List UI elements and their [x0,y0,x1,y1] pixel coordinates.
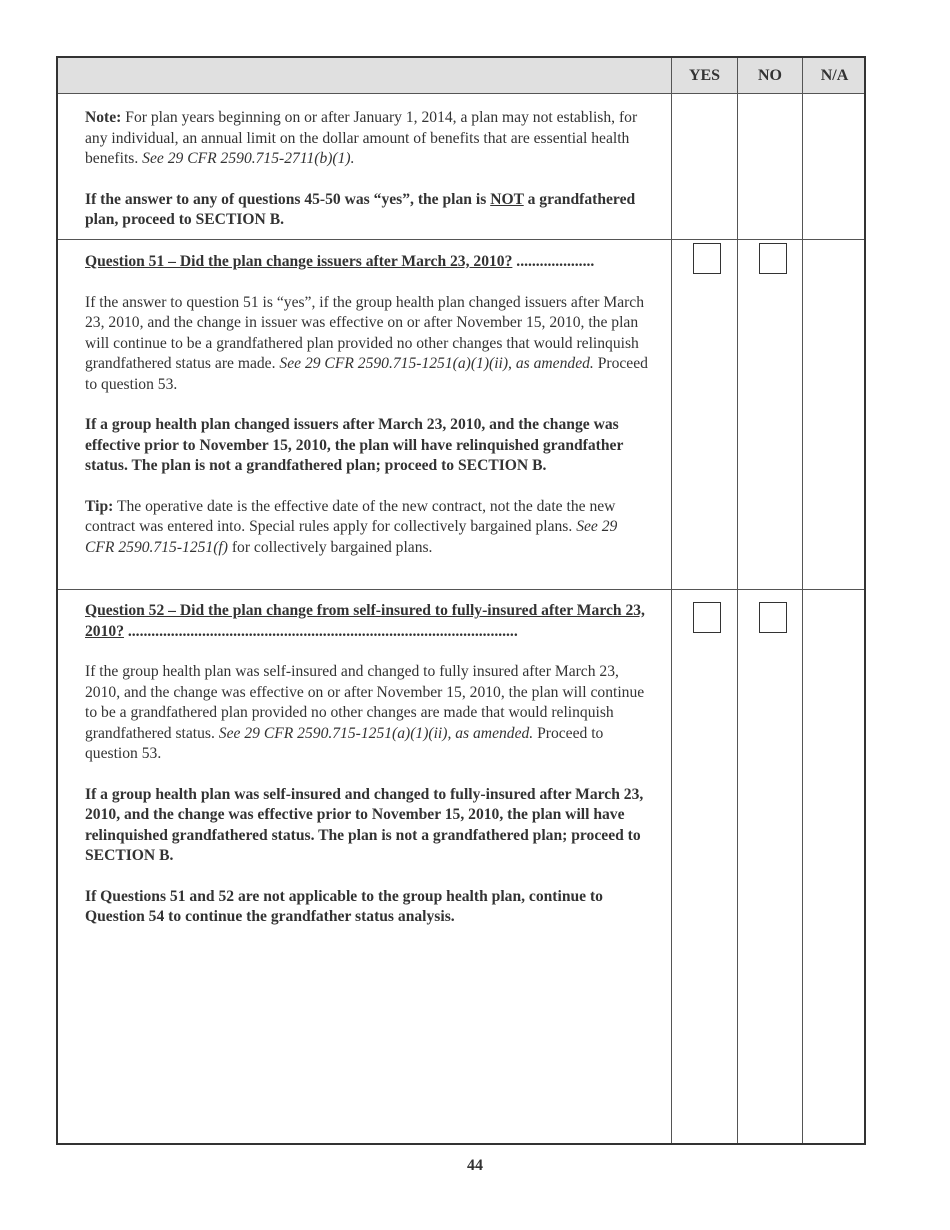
tip-label: Tip: [85,497,114,515]
q52-no-checkbox[interactable] [759,602,787,633]
note-paragraph [85,108,650,170]
note-label: Note: [85,109,122,126]
header-yes: YES [688,67,721,84]
row-divider-q51 [58,239,864,240]
header-no: NO [758,67,782,84]
question-51-tip: Tip: The operative date is the effective date of the new contract, not the date the new contract was entered into. Special rules apply for collectively bargained plans. See 29 CFR 2590.715-1251(f) for collectively bargained plans. [85,497,618,556]
question-52-paragraph-3: If Questions 51 and 52 are not applicable to the group health plan, continue to Question 54 to continue the grandfather status analysis. [85,887,603,925]
form-table [56,56,866,1145]
page-number: 44 [467,1157,483,1174]
question-52-paragraph-2: If a group health plan was self-insured and changed to fully-insured after March 23, 2010, and the change was effective prior to November 15, 2010, the plan will have relinquished grandfathered status. The plan is not a grandfathered plan; proceed to SECTION B. [85,785,644,864]
q51-yes-checkbox[interactable] [693,243,721,274]
column-divider-na [802,58,803,1143]
column-divider-yes [671,58,672,1143]
question-52-block [85,601,650,928]
question-52-citation: See 29 CFR 2590.715-1251(a)(1)(ii), as amended. [218,724,534,742]
q51-no-checkbox[interactable] [759,243,787,274]
question-52-title: Question 52 – Did the plan change from self-insured to fully-insured after March 23, 2010? .................................................................................................... [85,602,645,640]
question-51-paragraph-1: If the answer to question 51 is “yes”, if the group health plan changed issuers after March 23, 2010, and the change in issuer was effective on or after November 15, 2010, the plan will continue to be a grandfathered plan provided no other changes that would relinquish grandfathered status are made. See 29 CFR 2590.715-1251(a)(1)(ii), as amended. Proceed to question 53. [85,293,648,393]
note-block [85,108,650,231]
question-51-citation: See 29 CFR 2590.715-1251(a)(1)(ii), as amended. [279,355,594,372]
note-text: For plan years beginning on or after January 1, 2014, a plan may not establish, for any individual, an annual limit on the dollar amount of benefits that are essential health benefits. [85,109,638,167]
question-51-block [85,252,650,558]
not-emphasis: NOT [490,190,524,208]
q52-yes-checkbox[interactable] [693,602,721,633]
tip-citation: See 29 CFR 2590.715-1251(f) [85,518,618,556]
column-divider-no [737,58,738,1143]
row-divider-q52 [58,589,864,590]
note-citation: See 29 CFR 2590.715-2711(b)(1). [142,150,355,167]
question-51-paragraph-2: If a group health plan changed issuers after March 23, 2010, and the change was effective prior to November 15, 2010, the plan will have relinquished grandfather status. The plan is not a grandfathered plan; proceed to SECTION B. [85,416,624,474]
header-na: N/A [820,67,849,84]
question-51-title: Question 51 – Did the plan change issuers after March 23, 2010? .................... [85,253,595,270]
answer-instruction: If the answer to any of questions 45-50 was “yes”, the plan is NOT a grandfathered plan, proceed to SECTION B. [85,190,636,228]
question-52-paragraph-1: If the group health plan was self-insured and changed to fully insured after March 23, 2010, and the change was effective on or after November 15, 2010, the plan will continue to be a grandfathered plan provided no other changes are made that would relinquish grandfathered status. See 29 CFR 2590.715-1251(a)(1)(ii), as amended. Proceed to question 53. [85,663,645,762]
